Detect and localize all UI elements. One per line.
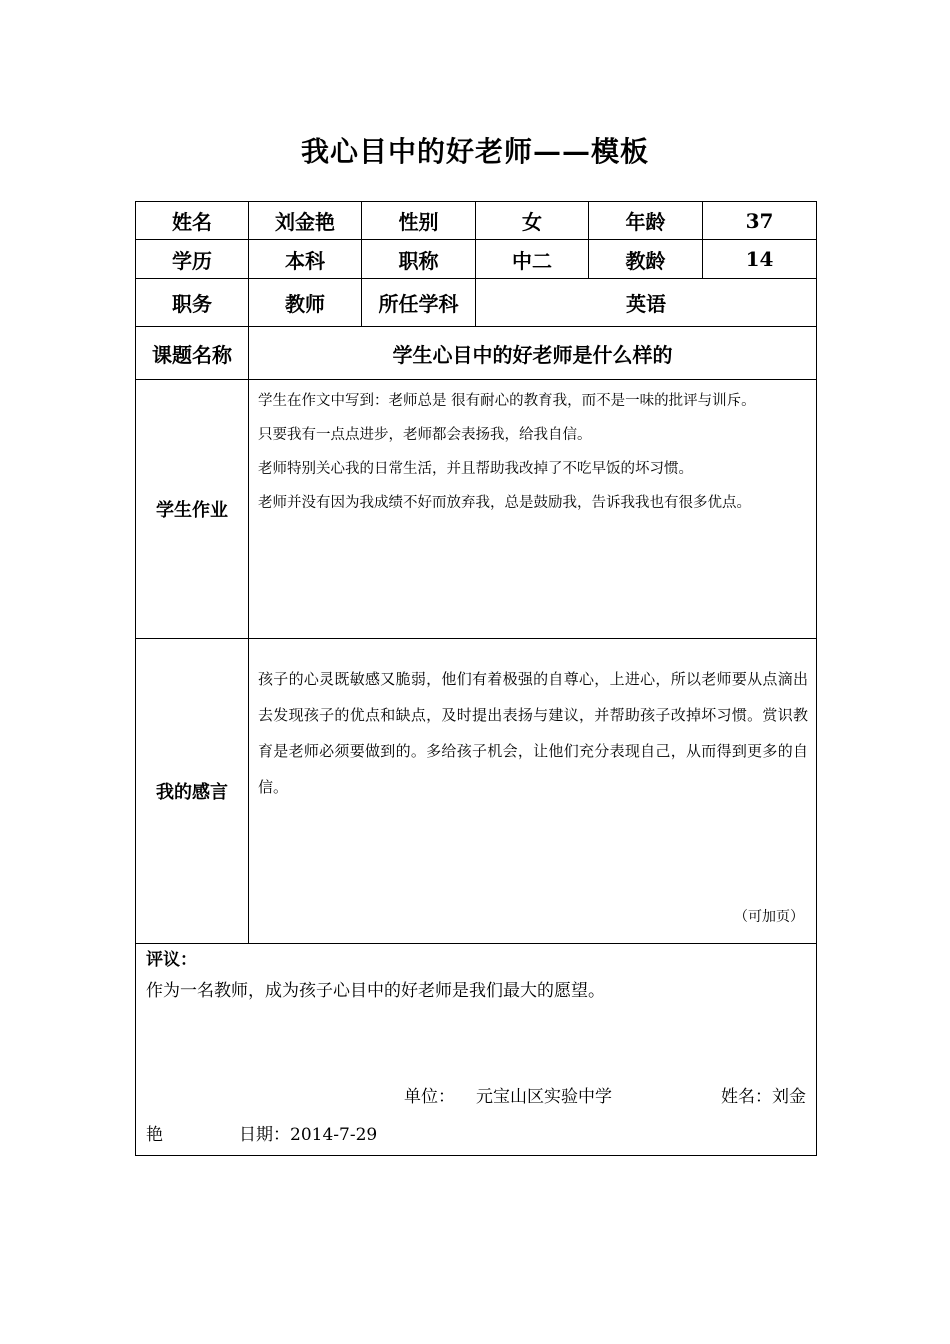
homework-line: 学生在作文中写到：老师总是 很有耐心的教育我，而不是一味的批评与训斥。 bbox=[258, 393, 756, 409]
signature-line-2 bbox=[146, 1120, 377, 1145]
review-date: 日期：2014-7-29 bbox=[239, 1125, 378, 1145]
position-label: 职务 bbox=[136, 279, 249, 327]
rank-value: 中二 bbox=[476, 240, 589, 279]
rank-label: 职称 bbox=[362, 240, 476, 279]
unit-value: 元宝山区实验中学 bbox=[476, 1087, 612, 1107]
education-label: 学历 bbox=[136, 240, 249, 279]
teacher-form-table bbox=[135, 201, 817, 1156]
gender-value: 女 bbox=[476, 202, 589, 240]
reflection-label: 我的感言 bbox=[136, 639, 249, 944]
info-row-1 bbox=[136, 202, 817, 240]
signer-name-cont: 艳 bbox=[146, 1125, 163, 1145]
review-text: 作为一名教师，成为孩子心目中的好老师是我们最大的愿望。 bbox=[146, 981, 605, 1001]
subject-value: 英语 bbox=[476, 279, 817, 327]
review-cell bbox=[136, 944, 817, 1156]
review-row bbox=[136, 944, 817, 1156]
info-row-2 bbox=[136, 240, 817, 279]
add-page-note: （可加页） bbox=[734, 909, 804, 925]
homework-line: 老师特别关心我的日常生活，并且帮助我改掉了不吃早饭的坏习惯。 bbox=[258, 461, 693, 477]
review-label: 评议： bbox=[146, 950, 197, 970]
signer-name: 姓名：刘金 bbox=[721, 1087, 806, 1107]
reflection-content bbox=[249, 639, 817, 944]
subject-label: 所任学科 bbox=[362, 279, 476, 327]
topic-row bbox=[136, 327, 817, 380]
topic-value: 学生心目中的好老师是什么样的 bbox=[249, 327, 817, 380]
name-label: 姓名 bbox=[136, 202, 249, 240]
name-value: 刘金艳 bbox=[249, 202, 362, 240]
homework-content bbox=[249, 380, 817, 639]
info-row-3 bbox=[136, 279, 817, 327]
topic-label: 课题名称 bbox=[136, 327, 249, 380]
homework-label: 学生作业 bbox=[136, 380, 249, 639]
age-value: 37 bbox=[703, 202, 817, 240]
education-value: 本科 bbox=[249, 240, 362, 279]
teaching-years-label: 教龄 bbox=[589, 240, 703, 279]
gender-label: 性别 bbox=[362, 202, 476, 240]
reflection-text: 孩子的心灵既敏感又脆弱，他们有着极强的自尊心，上进心，所以老师要从点滴出去发现孩子的优点和缺点，及时提出表扬与建议，并帮助孩子改掉坏习惯。赏识教育是老师必须要做到的。多给孩子机会，让他们充分表现自己，从而得到更多的自信。 bbox=[258, 670, 808, 796]
reflection-row bbox=[136, 639, 817, 944]
unit-label: 单位： bbox=[404, 1087, 455, 1107]
teaching-years-value: 14 bbox=[703, 240, 817, 279]
homework-line: 老师并没有因为我成绩不好而放弃我，总是鼓励我，告诉我我也有很多优点。 bbox=[258, 495, 751, 511]
homework-line: 只要我有一点点进步，老师都会表扬我，给我自信。 bbox=[258, 427, 592, 443]
age-label: 年龄 bbox=[589, 202, 703, 240]
homework-row bbox=[136, 380, 817, 639]
position-value: 教师 bbox=[249, 279, 362, 327]
page-title: 我心目中的好老师——模板 bbox=[300, 135, 649, 168]
